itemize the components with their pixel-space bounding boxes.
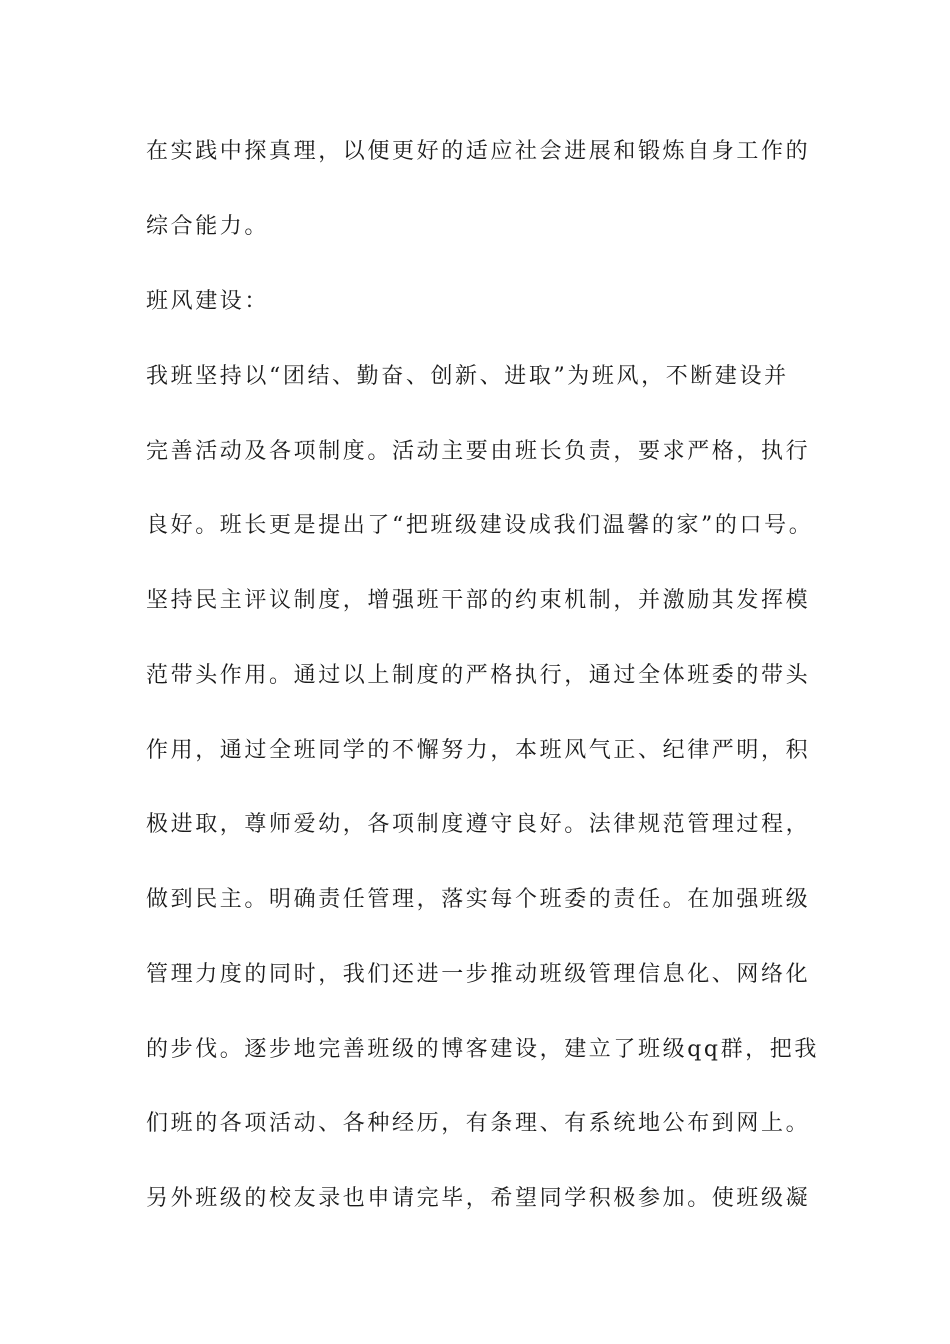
paragraph-line: 做到民主。明确责任管理，落实每个班委的责任。在加强班级 [146, 887, 811, 912]
paragraph-line: 作用，通过全班同学的不懈努力，本班风气正、纪律严明，积 [146, 738, 811, 763]
paragraph-line: 范带头作用。通过以上制度的严格执行，通过全体班委的带头 [146, 663, 811, 688]
section-heading: 班风建设： [146, 289, 270, 314]
paragraph-line: 在实践中探真理，以便更好的适应社会进展和锻炼自身工作的 [146, 139, 811, 164]
paragraph-line: 另外班级的校友录也申请完毕，希望同学积极参加。使班级凝 [146, 1186, 811, 1211]
paragraph-line: 极进取，尊师爱幼，各项制度遵守良好。法律规范管理过程， [146, 812, 811, 837]
paragraph-line: 们班的各项活动、各种经历，有条理、有系统地公布到网上。 [146, 1111, 811, 1136]
paragraph-line: 我班坚持以“团结、勤奋、创新、进取”为班风，不断建设并 [146, 364, 789, 389]
paragraph-line: 完善活动及各项制度。活动主要由班长负责，要求严格，执行 [146, 439, 811, 464]
paragraph-line: 综合能力。 [146, 214, 270, 239]
paragraph-line: 良好。班长更是提出了“把班级建设成我们温馨的家”的口号。 [146, 513, 814, 538]
paragraph-line: 坚持民主评议制度，增强班干部的约束机制，并激励其发挥模 [146, 588, 811, 613]
paragraph-line: 的步伐。逐步地完善班级的博客建设，建立了班级qq群，把我 [146, 1037, 819, 1062]
paragraph-line: 管理力度的同时，我们还进一步推动班级管理信息化、网络化 [146, 962, 811, 987]
